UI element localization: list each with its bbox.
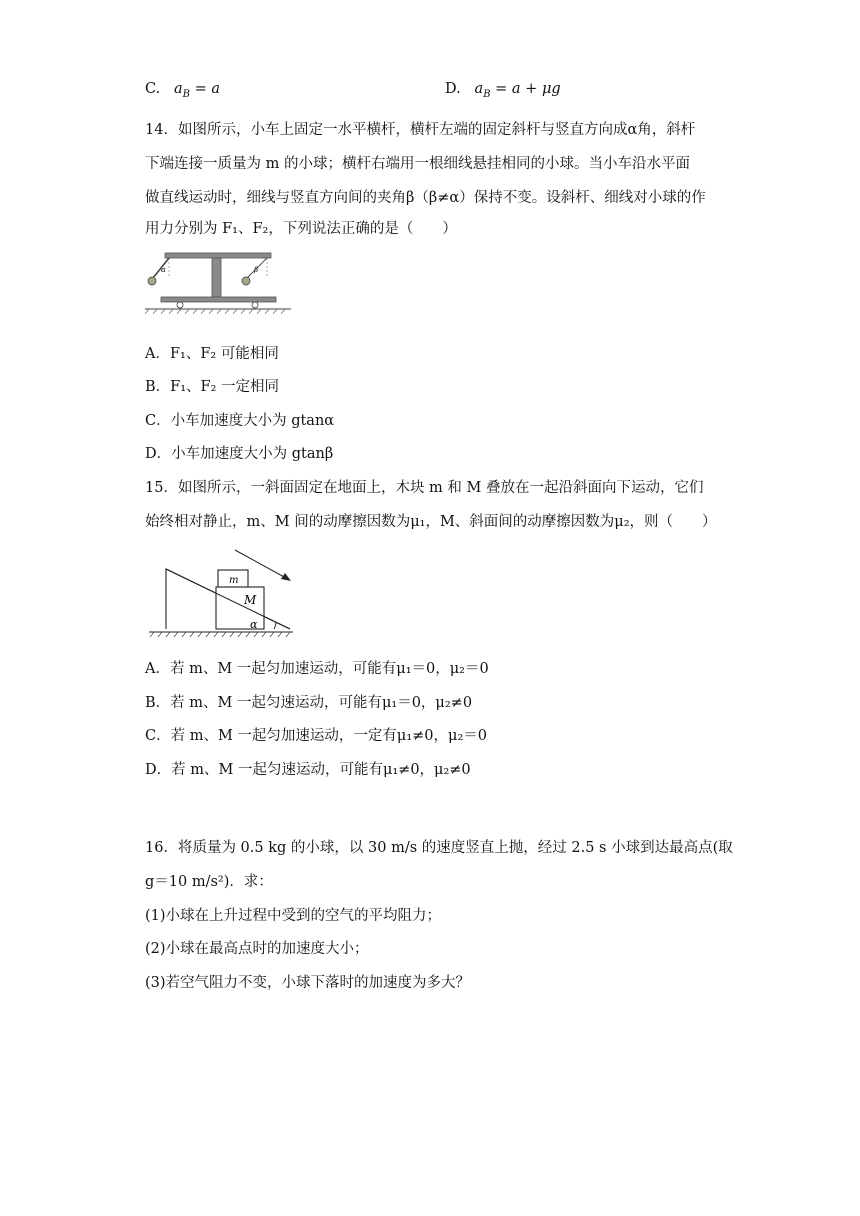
q14-option-b: B．F₁、F₂ 一定相同 — [145, 379, 280, 395]
q15-option-a: A．若 m、M 一起匀加速运动，可能有μ₁＝0，μ₂＝0 — [145, 661, 489, 677]
vertical-post — [212, 258, 221, 297]
q15-incline-figure — [146, 545, 296, 640]
q16-part-3: (3)若空气阻力不变，小球下落时的加速度为多大？ — [145, 975, 471, 991]
wheel-right — [252, 302, 258, 308]
beta-label: β — [254, 266, 259, 274]
q14-stem-line-2: 下端连接一质量为 m 的小球；横杆右端用一根细线悬挂相同的小球。当小车沿水平面 — [145, 156, 690, 172]
q14-stem-line-3: 做直线运动时，细线与竖直方向间的夹角β（β≠α）保持不变。设斜杆、细线对小球的作 — [145, 190, 706, 206]
q14-option-c: C．小车加速度大小为 gtanα — [145, 413, 335, 429]
q15-option-d: D．若 m、M 一起匀速运动，可能有μ₁≠0，μ₂≠0 — [145, 762, 471, 778]
q16-part-1: (1)小球在上升过程中受到的空气的平均阻力； — [145, 908, 442, 924]
q14-option-a: A．F₁、F₂ 可能相同 — [145, 346, 279, 362]
horizontal-bar — [165, 253, 271, 258]
label-alpha: α — [250, 618, 258, 631]
q16-stem-line-2: g＝10 m/s²)．求： — [145, 874, 273, 890]
q13-option-d: D. $a_B = a + \mu g$ — [445, 81, 561, 100]
q13-option-c: C. $a_B = a$ — [145, 81, 221, 100]
ball-left — [148, 277, 156, 285]
angle-arc — [274, 622, 276, 629]
wheel-left — [177, 302, 183, 308]
q14-stem-line-1: 14．如图所示，小车上固定一水平横杆，横杆左端的固定斜杆与竖直方向成α角，斜杆 — [145, 122, 696, 138]
q14-option-d: D．小车加速度大小为 gtanβ — [145, 446, 334, 462]
q15-stem-line-1: 15．如图所示，一斜面固定在地面上，木块 m 和 M 叠放在一起沿斜面向下运动，它们 — [145, 480, 704, 496]
q15-stem-line-2: 始终相对静止，m、M 间的动摩擦因数为μ₁，M、斜面间的动摩擦因数为μ₂，则（ ） — [145, 514, 717, 530]
q15-option-b: B．若 m、M 一起匀速运动，可能有μ₁＝0，μ₂≠0 — [145, 695, 473, 711]
q16-part-2: (2)小球在最高点时的加速度大小； — [145, 941, 369, 957]
ball-right — [242, 277, 250, 285]
ground-hatching — [145, 309, 285, 314]
alpha-label: α — [161, 266, 166, 274]
q15-option-c: C．若 m、M 一起匀加速运动，一定有μ₁≠0，μ₂＝0 — [145, 728, 487, 744]
q14-cart-figure — [143, 248, 293, 318]
label-m: m — [229, 575, 239, 586]
label-M: M — [244, 593, 257, 607]
q14-stem-line-4: 用力分别为 F₁、F₂，下列说法正确的是（ ） — [145, 221, 457, 237]
ground-hatching — [150, 632, 290, 637]
q16-stem-line-1: 16．将质量为 0.5 kg 的小球，以 30 m/s 的速度竖直上抛，经过 2.5 s 小球到达最高点(取 — [145, 840, 733, 856]
cart-base — [161, 297, 276, 302]
arrow-head-icon — [281, 573, 291, 581]
